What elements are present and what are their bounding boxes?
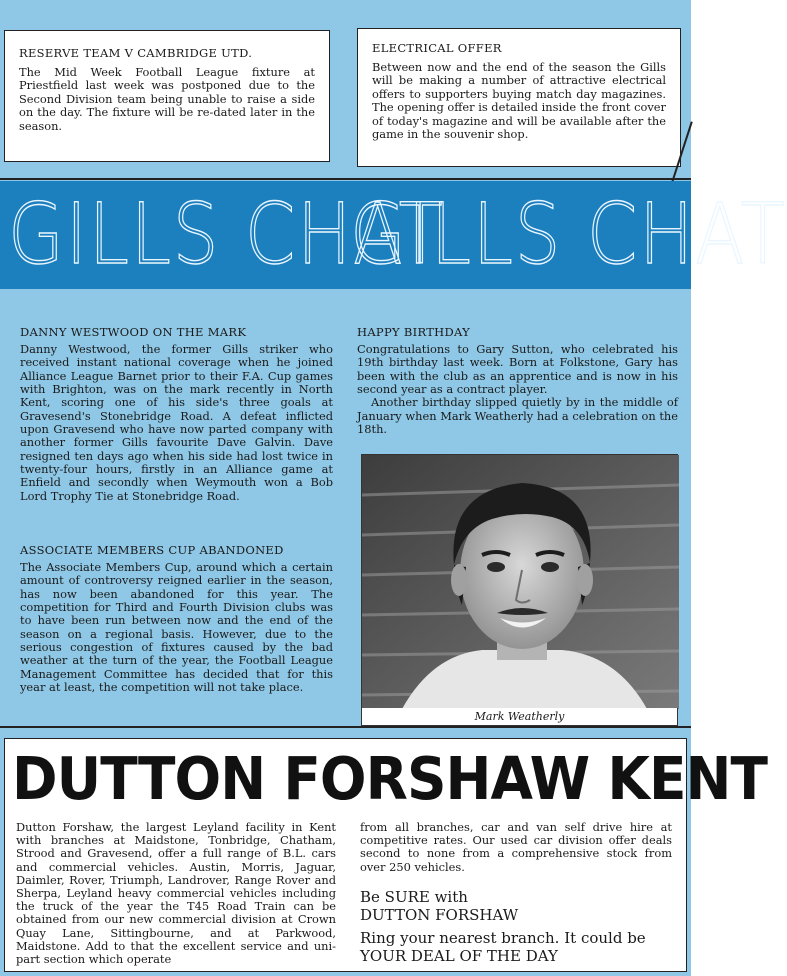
associate-members-body: The Associate Members Cup, around which a certain amount of controversy reigned earlier in the season, has now been abandoned for this year. The competition for Third and Fourth Division clubs was to have been run between now and the end of the season on a regional basis. However, due to the serious congestion of fixtures caused by the bad weather at the turn of the year, the Football League Management Committee has decided that for this year at least, the competition will not take place. xyxy=(20,560,333,695)
section-divider xyxy=(0,726,691,728)
banner-title-right: GILLS CHAT xyxy=(350,185,787,283)
danny-westwood-heading: DANNY WESTWOOD ON THE MARK xyxy=(20,325,247,339)
happy-birthday-para-2: Another birthday slipped quietly by in the middle of January when Mark Weatherly had a celebration on the 18th. xyxy=(357,395,678,437)
photo-caption: Mark Weatherly xyxy=(361,708,678,726)
banner-top-rule xyxy=(0,178,691,180)
reserve-team-box xyxy=(4,30,330,162)
advertisement-body-right: from all branches, car and van self drive hire at competitive rates. Our used car division offer deals second to none from a comprehensive stock from over 250 vehicles. xyxy=(360,820,672,874)
happy-birthday-article xyxy=(357,325,678,436)
reserve-team-heading: RESERVE TEAM V CAMBRIDGE UTD. xyxy=(19,46,253,60)
happy-birthday-heading: HAPPY BIRTHDAY xyxy=(357,325,471,339)
reserve-team-body: The Mid Week Football League fixture at Priestfield last week was postponed due to the Second Division team being unable to raise a side on the day. The fixture will be re-dated later in the season. xyxy=(19,65,315,133)
associate-members-article xyxy=(20,543,333,694)
banner-title-left: GILLS CHAT xyxy=(8,185,445,283)
associate-members-heading: ASSOCIATE MEMBERS CUP ABANDONED xyxy=(20,543,284,557)
electrical-offer-heading: ELECTRICAL OFFER xyxy=(372,41,502,55)
advertisement-body-left: Dutton Forshaw, the largest Leyland facility in Kent with branches at Maidstone, Tonbridge, Chatham, Strood and Gravesend, offer a full range of B.L. cars and commercial vehicles. Austin, Morris, Jaguar, Daimler, Rover, Triumph, Landrover, Range Rover and Sherpa, Leyland heavy commercial vehicles including the truck of the year the T45 Road Train can be obtained from our new commercial division at Crown Quay Lane, Sittingbourne, and at Parkwood, Maidstone. Add to that the excellent service and uni-part section which operate xyxy=(16,820,336,967)
gills-chat-banner xyxy=(0,181,787,289)
advertisement-title: DUTTON FORSHAW KENT xyxy=(12,744,768,813)
player-photo xyxy=(361,454,678,708)
slogan-line-1: Be SURE with xyxy=(360,888,468,906)
advertisement-slogan xyxy=(360,888,672,924)
electrical-offer-body: Between now and the end of the season the Gills will be making a number of attractive electrical offers to supporters buying match day magazines. The opening offer is detailed inside the front cover of today's magazine and will be available after the game in the souvenir shop. xyxy=(372,60,666,142)
danny-westwood-article xyxy=(20,325,333,503)
happy-birthday-para-1: Congratulations to Gary Sutton, who celebrated his 19th birthday last week. Born at Folkstone, Gary has been with the club as an apprentice and is now in his second year as a contract player. xyxy=(357,342,678,397)
danny-westwood-body: Danny Westwood, the former Gills striker who received instant national coverage when he joined Alliance League Barnet prior to their F.A. Cup games with Brighton, was on the mark recently in North Kent, scoring one of his side's three goals at Gravesend's Stonebridge Road. A defeat inflicted upon Gravesend who have now parted company with another former Gills favourite Dave Galvin. Dave resigned ten days ago when his side had lost twice in twenty-four hours, firstly in an Alliance game at Enfield and secondly when Weymouth won a Bob Lord Trophy Tie at Stonebridge Road. xyxy=(20,342,333,503)
advertisement-call-to-action: Ring your nearest branch. It could be YOUR DEAL OF THE DAY xyxy=(360,929,646,965)
electrical-offer-box xyxy=(357,28,681,167)
portrait-image xyxy=(362,455,679,709)
slogan-line-2: DUTTON FORSHAW xyxy=(360,906,519,924)
